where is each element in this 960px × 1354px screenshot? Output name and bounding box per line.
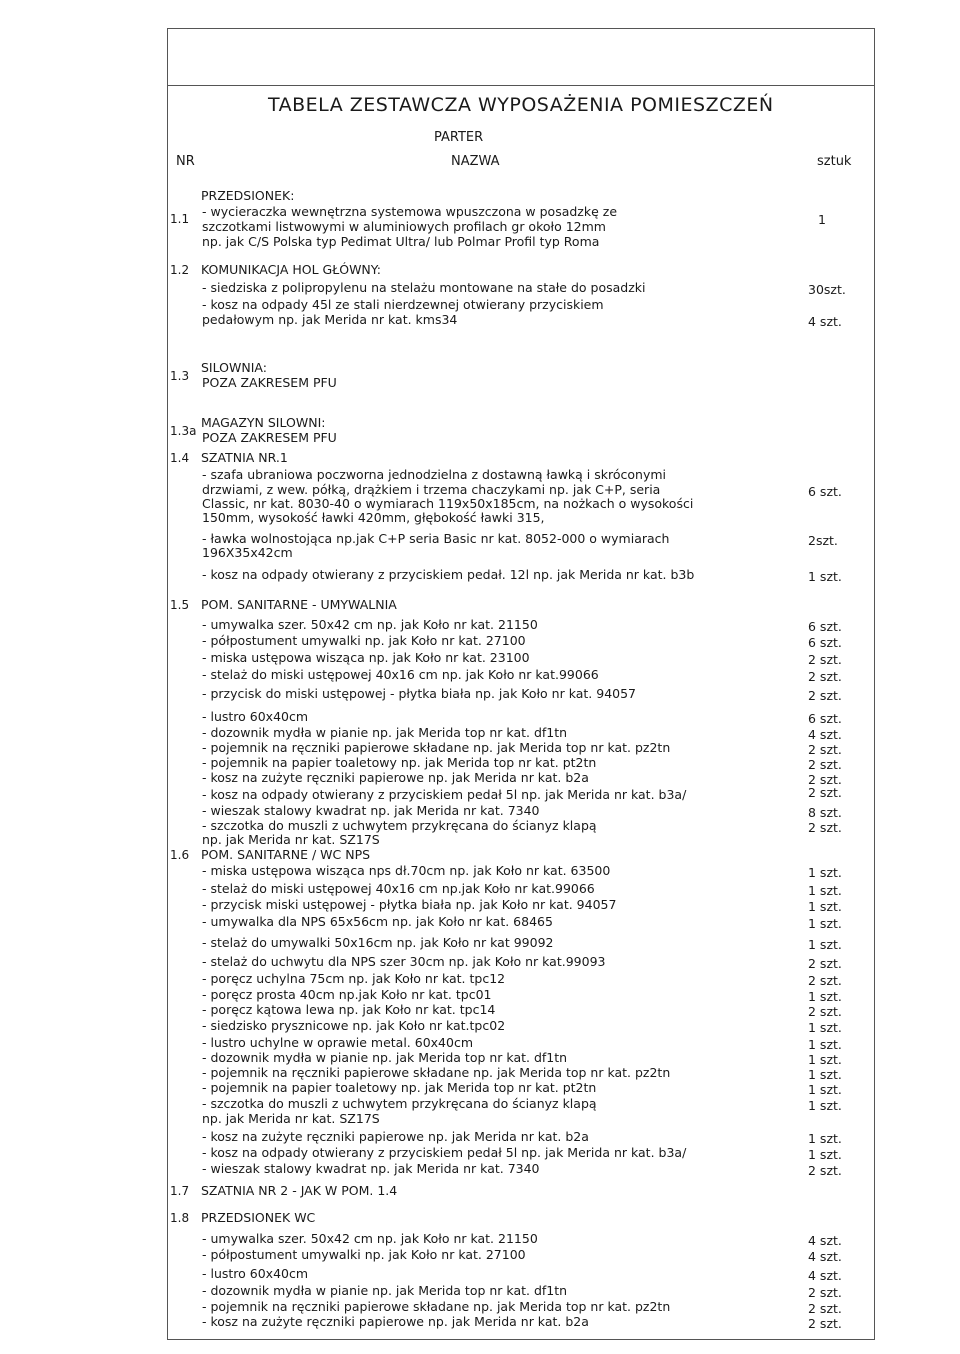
item-quantity: 6 szt.	[808, 635, 842, 650]
item-description: - stelaż do miski ustępowej 40x16 cm np.jak Koło nr kat.99066	[202, 881, 595, 896]
item-description: - ławka wolnostojąca np.jak C+P seria Basic nr kat. 8052-000 o wymiarach	[202, 531, 670, 546]
item-quantity: 6 szt.	[808, 619, 842, 634]
item-description: 150mm, wysokość ławki 420mm, głębokość ławki 315,	[202, 510, 545, 525]
item-description: - półpostument umywalki np. jak Koło nr kat. 27100	[202, 1247, 526, 1262]
item-description: - pojemnik na ręczniki papierowe składane np. jak Merida top nr kat. pz2tn	[202, 1065, 671, 1080]
item-description: - wycieraczka wewnętrzna systemowa wpuszczona w posadzkę ze	[202, 204, 618, 219]
item-description: - umywalka szer. 50x42 cm np. jak Koło nr kat. 21150	[202, 1231, 538, 1246]
item-quantity: 1 szt.	[808, 883, 842, 898]
item-description: - kosz na odpady otwierany z przyciskiem pedał 5l np. jak Merida nr kat. b3a/	[202, 787, 687, 802]
item-quantity: 2 szt.	[808, 669, 842, 684]
item-description: Classic, nr kat. 8030-40 o wymiarach 119x50x185cm, na nożkach o wysokości	[202, 496, 694, 511]
row-number: 1.7	[170, 1184, 190, 1198]
item-description: - lustro 60x40cm	[202, 709, 309, 724]
item-quantity: 6 szt.	[808, 711, 842, 726]
item-quantity: 1 szt.	[808, 1020, 842, 1035]
item-description: drzwiami, z wew. półką, drążkiem i trzema chaczykami np. jak C+P, seria	[202, 482, 661, 497]
item-description: - pojemnik na papier toaletowy np. jak Merida top nr kat. pt2tn	[202, 755, 597, 770]
item-description: - poręcz prosta 40cm np.jak Koło nr kat. tpc01	[202, 987, 492, 1002]
header-name: NAZWA	[451, 154, 500, 169]
item-description: - szczotka do muszli z uchwytem przykręcana do ścianyz klapą	[202, 1096, 597, 1111]
item-description: - półpostument umywalki np. jak Koło nr kat. 27100	[202, 633, 526, 648]
item-description: - dozownik mydła w pianie np. jak Merida top nr kat. df1tn	[202, 1050, 568, 1065]
item-description: - kosz na zużyte ręczniki papierowe np. jak Merida nr kat. b2a	[202, 1314, 589, 1329]
item-description: - umywalka dla NPS 65x56cm np. jak Koło nr kat. 68465	[202, 914, 553, 929]
item-description: szczotkami listwowymi w aluminiowych profilach gr około 12mm	[202, 219, 606, 234]
item-description: np. jak Merida nr kat. SZ17S	[202, 832, 380, 847]
item-description: - przycisk do miski ustępowej - płytka biała np. jak Koło nr kat. 94057	[202, 686, 637, 701]
item-quantity: 1 szt.	[808, 899, 842, 914]
item-description: - miska ustępowa wisząca nps dł.70cm np. jak Koło nr kat. 63500	[202, 863, 611, 878]
row-number: 1.6	[170, 848, 190, 862]
row-number: 1.3	[170, 369, 190, 383]
row-number: 1.2	[170, 263, 190, 277]
item-quantity: 4 szt.	[808, 1233, 842, 1248]
item-description: - poręcz kątowa lewa np. jak Koło nr kat. tpc14	[202, 1002, 496, 1017]
item-description: - pojemnik na ręczniki papierowe składane np. jak Merida top nr kat. pz2tn	[202, 1299, 671, 1314]
item-quantity: 2 szt.	[808, 820, 842, 835]
item-description: POZA ZAKRESEM PFU	[202, 375, 337, 390]
item-quantity: 6 szt.	[808, 484, 842, 499]
item-description: - poręcz uchylna 75cm np. jak Koło nr kat. tpc12	[202, 971, 506, 986]
item-description: np. jak Merida nr kat. SZ17S	[202, 1111, 380, 1126]
item-description: 196X35x42cm	[202, 545, 293, 560]
item-quantity: 1 szt.	[808, 569, 842, 584]
item-quantity: 1 szt.	[808, 916, 842, 931]
item-description: - stelaż do uchwytu dla NPS szer 30cm np. jak Koło nr kat.99093	[202, 954, 606, 969]
row-number: 1.8	[170, 1211, 190, 1225]
item-description: - pojemnik na ręczniki papierowe składane np. jak Merida top nr kat. pz2tn	[202, 740, 671, 755]
item-quantity: 8 szt.	[808, 805, 842, 820]
item-description: POZA ZAKRESEM PFU	[202, 430, 337, 445]
page-title: TABELA ZESTAWCZA WYPOSAŻENIA POMIESZCZEŃ	[268, 94, 774, 116]
item-description: pedałowym np. jak Merida nr kat. kms34	[202, 312, 458, 327]
item-quantity: 2 szt.	[808, 1285, 842, 1300]
item-description: - kosz na odpady 45l ze stali nierdzewnej otwierany przyciskiem	[202, 297, 604, 312]
item-quantity: 1 szt.	[808, 1052, 842, 1067]
item-quantity: 2 szt.	[808, 785, 842, 800]
item-description: - umywalka szer. 50x42 cm np. jak Koło nr kat. 21150	[202, 617, 538, 632]
item-quantity: 1 szt.	[808, 865, 842, 880]
section-title: SILOWNIA:	[201, 360, 267, 375]
row-number: 1.3a	[170, 424, 197, 438]
item-description: - kosz na zużyte ręczniki papierowe np. jak Merida nr kat. b2a	[202, 1129, 589, 1144]
section-title: PRZEDSIONEK WC	[201, 1210, 316, 1225]
item-quantity: 2 szt.	[808, 742, 842, 757]
item-description: - kosz na odpady otwierany z przyciskiem pedał 5l np. jak Merida nr kat. b3a/	[202, 1145, 687, 1160]
item-description: np. jak C/S Polska typ Pedimat Ultra/ lub Polmar Profil typ Roma	[202, 234, 600, 249]
item-description: - szafa ubraniowa poczworna jednodzielna z dostawną ławką i skróconymi	[202, 467, 667, 482]
item-quantity: 1 szt.	[808, 1082, 842, 1097]
section-title: KOMUNIKACJA HOL GŁÓWNY:	[201, 262, 381, 277]
item-quantity: 1 szt.	[808, 989, 842, 1004]
item-quantity: 4 szt.	[808, 1249, 842, 1264]
item-description: - pojemnik na papier toaletowy np. jak Merida top nr kat. pt2tn	[202, 1080, 597, 1095]
item-description: - stelaż do umywalki 50x16cm np. jak Koło nr kat 99092	[202, 935, 554, 950]
item-description: - lustro uchylne w oprawie metal. 60x40cm	[202, 1035, 473, 1050]
item-description: - stelaż do miski ustępowej 40x16 cm np. jak Koło nr kat.99066	[202, 667, 599, 682]
frame-divider	[167, 85, 875, 86]
item-quantity: 30szt.	[808, 282, 846, 297]
item-quantity: 2 szt.	[808, 772, 842, 787]
item-quantity: 1 szt.	[808, 937, 842, 952]
item-quantity: 1 szt.	[808, 1067, 842, 1082]
item-description: - wieszak stalowy kwadrat np. jak Merida nr kat. 7340	[202, 1161, 540, 1176]
section-title: SZATNIA NR 2 - JAK W POM. 1.4	[201, 1183, 398, 1198]
item-quantity: 2 szt.	[808, 956, 842, 971]
item-quantity: 2 szt.	[808, 1301, 842, 1316]
item-quantity: 1	[818, 212, 826, 227]
item-quantity: 4 szt.	[808, 1268, 842, 1283]
item-description: - przycisk miski ustępowej - płytka biała np. jak Koło nr kat. 94057	[202, 897, 617, 912]
item-description: - dozownik mydła w pianie np. jak Merida top nr kat. df1tn	[202, 1283, 568, 1298]
section-title: PRZEDSIONEK:	[201, 188, 295, 203]
item-description: - miska ustępowa wisząca np. jak Koło nr kat. 23100	[202, 650, 530, 665]
section-title: SZATNIA NR.1	[201, 450, 288, 465]
item-quantity: 1 szt.	[808, 1098, 842, 1113]
item-description: - siedziska z polipropylenu na stelażu montowane na stałe do posadzki	[202, 280, 646, 295]
item-quantity: 2 szt.	[808, 1163, 842, 1178]
item-quantity: 4 szt.	[808, 314, 842, 329]
item-quantity: 1 szt.	[808, 1147, 842, 1162]
item-quantity: 2 szt.	[808, 1004, 842, 1019]
item-description: - kosz na odpady otwierany z przyciskiem pedał. 12l np. jak Merida nr kat. b3b	[202, 567, 695, 582]
item-description: - wieszak stalowy kwadrat np. jak Merida nr kat. 7340	[202, 803, 540, 818]
row-number: 1.1	[170, 212, 190, 226]
row-number: 1.5	[170, 598, 190, 612]
item-quantity: 1 szt.	[808, 1131, 842, 1146]
section-title: POM. SANITARNE - UMYWALNIA	[201, 597, 397, 612]
section-title: POM. SANITARNE / WC NPS	[201, 847, 371, 862]
header-nr: NR	[176, 154, 195, 169]
item-quantity: 2szt.	[808, 533, 838, 548]
item-description: - dozownik mydła w pianie np. jak Merida top nr kat. df1tn	[202, 725, 568, 740]
item-quantity: 4 szt.	[808, 727, 842, 742]
section-title: MAGAZYN SILOWNI:	[201, 415, 326, 430]
item-quantity: 2 szt.	[808, 757, 842, 772]
item-quantity: 2 szt.	[808, 1316, 842, 1331]
item-description: - siedzisko prysznicowe np. jak Koło nr kat.tpc02	[202, 1018, 506, 1033]
item-quantity: 1 szt.	[808, 1037, 842, 1052]
item-description: - lustro 60x40cm	[202, 1266, 309, 1281]
floor-label: PARTER	[434, 130, 484, 145]
item-quantity: 2 szt.	[808, 973, 842, 988]
item-quantity: 2 szt.	[808, 688, 842, 703]
item-quantity: 2 szt.	[808, 652, 842, 667]
item-description: - szczotka do muszli z uchwytem przykręcana do ścianyz klapą	[202, 818, 597, 833]
header-qty: sztuk	[817, 154, 852, 169]
item-description: - kosz na zużyte ręczniki papierowe np. jak Merida nr kat. b2a	[202, 770, 589, 785]
row-number: 1.4	[170, 451, 190, 465]
